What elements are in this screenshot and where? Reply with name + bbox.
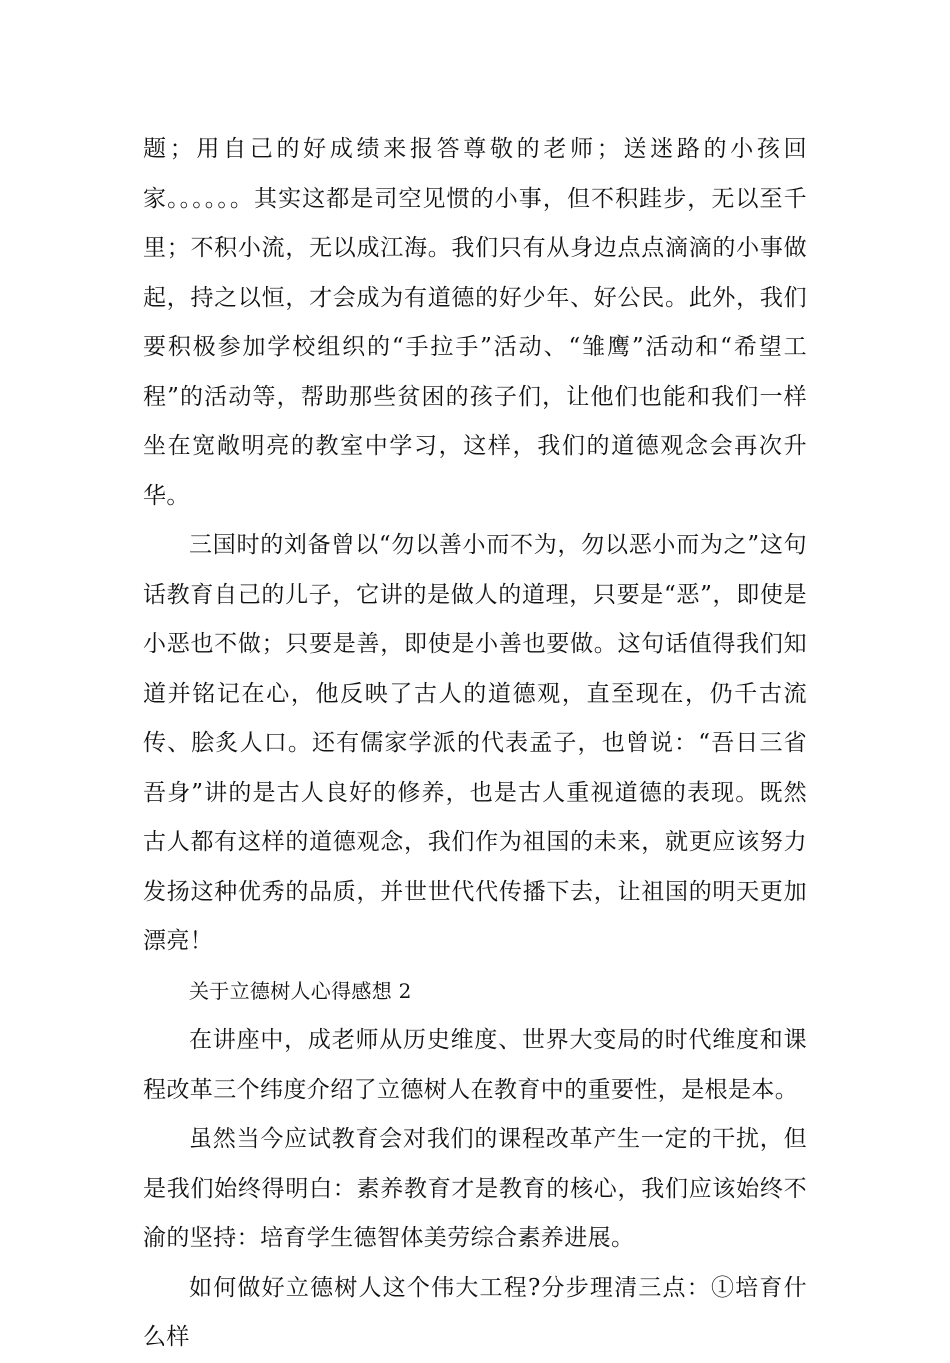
paragraph-continuation: 题；用自己的好成绩来报答尊敬的老师；送迷路的小孩回家。。。。。。其实这都是司空见惯的小事，但不积跬步，无以至千里；不积小流，无以成江海。我们只有从身边点点滴滴的小事做起，持之以恒，才会成为有道德的好少年、好公民。此外，我们要积极参加学校组织的“手拉手”活动、“雏鹰”活动和“希望工程”的活动等，帮助那些贫困的孩子们，让他们也能和我们一样坐在宽敞明亮的教室中学习，这样，我们的道德观念会再次升华。 xyxy=(143,136,807,509)
paragraph-liu-bei: 三国时的刘备曾以“勿以善小而不为，勿以恶小而为之”这句话教育自己的儿子，它讲的是做人的道理，只要是“恶”，即使是小恶也不做；只要是善，即使是小善也要做。这句话值得我们知道并铭记在心，他反映了古人的道德观，直至现在，仍千古流传、脍炙人口。还有儒家学派的代表孟子，也曾说：“吾日三省吾身”讲的是古人良好的修养，也是古人重视道德的表现。既然古人都有这样的道德观念，我们作为祖国的未来，就更应该努力发扬这种优秀的品质，并世世代代传播下去，让祖国的明天更加漂亮！ xyxy=(143,532,807,954)
section-heading: 关于立德树人心得感想 2 xyxy=(189,978,412,1003)
document-body xyxy=(143,125,807,1363)
paragraph-exam-education: 虽然当今应试教育会对我们的课程改革产生一定的干扰，但是我们始终得明白：素养教育才是教育的核心，我们应该始终不渝的坚持：培育学生德智体美劳综合素养进展。 xyxy=(143,1126,807,1251)
paragraph-how-to: 如何做好立德树人这个伟大工程?分步理清三点：①培育什么样 xyxy=(143,1274,807,1350)
paragraph-lecture: 在讲座中，成老师从历史维度、世界大变局的时代维度和课程改革三个纬度介绍了立德树人在教育中的重要性，是根是本。 xyxy=(143,1027,807,1103)
